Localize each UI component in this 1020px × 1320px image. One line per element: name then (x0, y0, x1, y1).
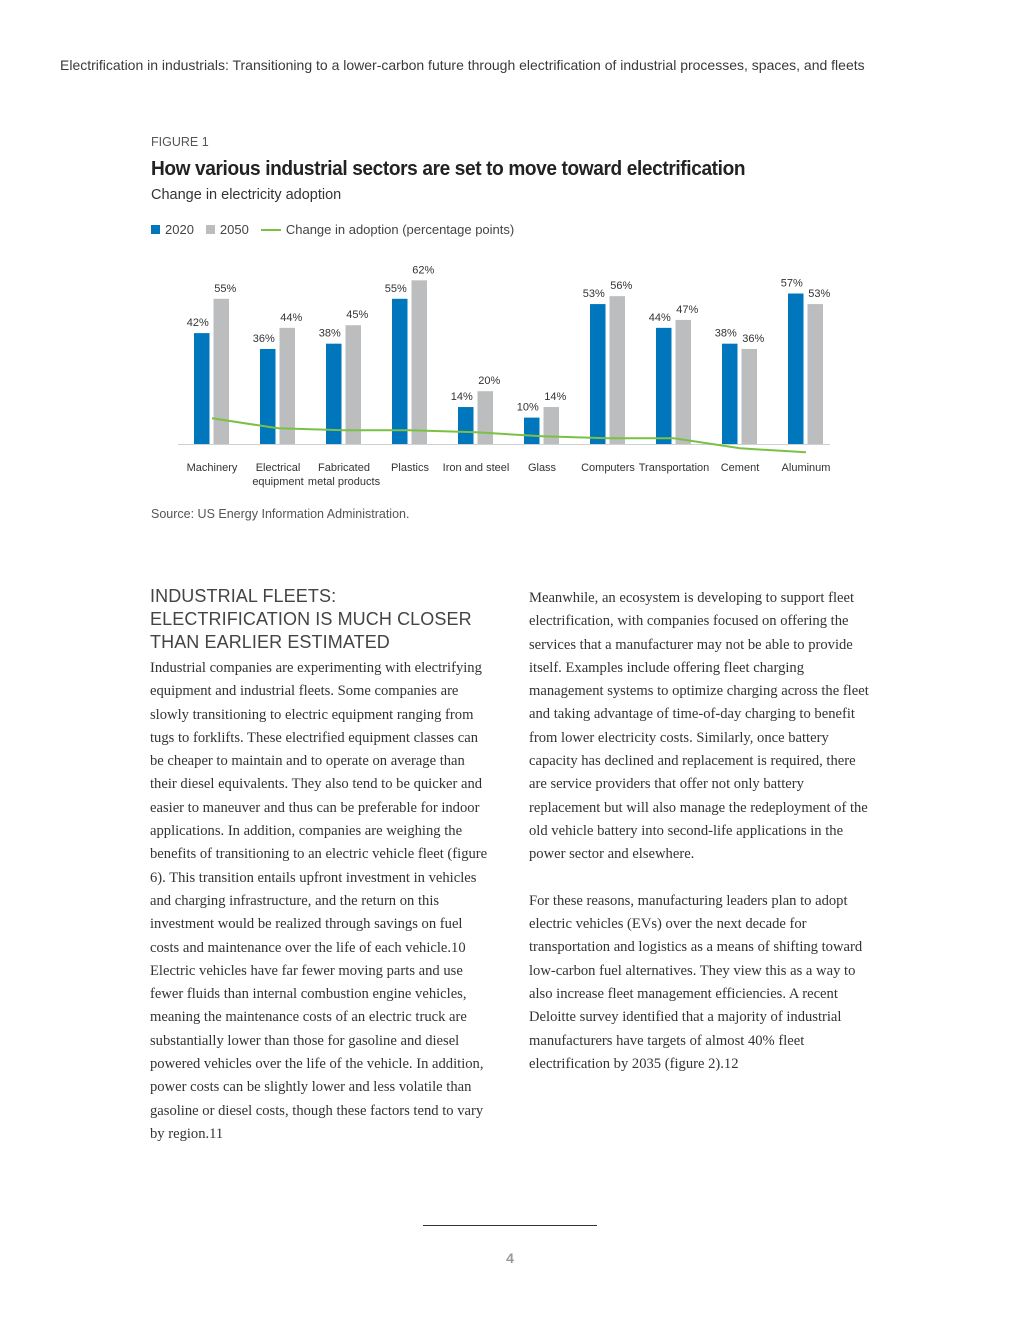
data-label-2020-0: 42% (186, 317, 209, 330)
category-label-line: Plastics (391, 462, 429, 474)
data-label-2020-6: 53% (582, 288, 605, 301)
data-label-2050-1: 44% (280, 311, 303, 324)
data-label-2050-9: 53% (808, 288, 831, 301)
body-paragraph-left: Industrial companies are experimenting with electrifying equipment and industrial fleets. Some companies are slowly transitioning to electric equipment ranging from tugs to forklifts. These electrified equipment classes can be cheaper to maintain and to operate on average than their diesel equivalents. They also tend to be quicker and easier to maneuver and thus can be preferable for indoor applications. In addition, companies are weighing the benefits of transitioning to an electric vehicle fleet (figure 6). This transition entails upfront investment in vehicles and charging infrastructure, and the return on this investment would be realized through savings on fuel costs and maintenance over the life of each vehicle.10 Electric vehicles have far fewer moving parts and use fewer fluids than internal combustion engine vehicles, meaning the maintenance costs of an electric truck are substantially lower than those for gasoline and diesel powered vehicles over the life of the vehicle. In addition, power costs can be slightly lower and less volatile than gasoline or diesel costs, though these factors tend to vary by region.11 (150, 660, 488, 1142)
category-label-3 (391, 462, 429, 474)
category-label-8 (721, 462, 760, 474)
bar-2020-3 (392, 299, 408, 444)
category-label-line: Aluminum (781, 462, 831, 474)
bar-2050-2 (346, 325, 362, 444)
data-label-2050-0: 55% (214, 282, 237, 295)
category-label-6 (581, 462, 635, 474)
figure-title: How various industrial sectors are set to move toward electrification (151, 157, 746, 180)
bar-2050-6 (610, 296, 626, 444)
legend-swatch-2020 (151, 225, 160, 234)
data-label-2050-4: 20% (478, 375, 501, 388)
category-label-line: equipment (252, 476, 304, 488)
footer-rule (423, 1225, 597, 1226)
bar-2050-3 (412, 280, 428, 444)
category-label-line: Transportation (638, 462, 710, 474)
category-label-1 (252, 462, 303, 488)
category-label-line: Computers (581, 462, 635, 474)
legend-item-2050 (206, 222, 249, 237)
bar-2020-7 (656, 328, 672, 444)
data-label-2050-7: 47% (676, 303, 699, 316)
category-label-5 (528, 462, 557, 474)
legend-item-change (261, 222, 514, 237)
bar-2020-1 (260, 349, 276, 444)
category-label-line: Iron and steel (442, 462, 510, 474)
legend-line-change (261, 229, 281, 231)
category-label-4 (443, 462, 510, 474)
bar-2050-0 (214, 299, 230, 444)
category-label-0 (187, 462, 238, 474)
data-label-2020-9: 57% (780, 277, 803, 290)
bar-2020-4 (458, 407, 474, 444)
data-label-2020-1: 36% (252, 332, 275, 345)
figure-subtitle: Change in electricity adoption (151, 187, 342, 203)
bar-2050-5 (544, 407, 560, 444)
bar-2020-5 (524, 418, 540, 444)
data-label-2050-5: 14% (544, 391, 567, 404)
section-heading: INDUSTRIAL FLEETS: ELECTRIFICATION IS MUCH CLOSER THAN EARLIER ESTIMATED (150, 586, 472, 652)
change-line (212, 418, 806, 452)
data-label-2020-2: 38% (318, 327, 341, 340)
bar-2050-4 (478, 391, 494, 444)
legend-label-change: Change in adoption (percentage points) (285, 222, 515, 237)
data-label-2050-2: 45% (346, 309, 369, 322)
data-label-2050-3: 62% (412, 264, 435, 277)
bar-2050-7 (676, 320, 692, 444)
right-column (529, 587, 874, 1076)
body-paragraph-right-1: Meanwhile, an ecosystem is developing to support fleet electrification, with companies focused on offering the services that a manufacturer may not be able to provide itself. Examples include offering fleet charging management systems to optimize charging across the fleet and taking advantage of time-of-day charging to benefit from lower electricity costs. Similarly, once battery capacity has declined and replacement is required, there are service providers that offer not only battery replacement but will also manage the redeployment of the old vehicle battery into second-life applications in the power sector and elsewhere. (529, 590, 869, 863)
electrification-chart (150, 250, 850, 495)
page-number: 4 (506, 1250, 514, 1266)
bar-2020-6 (590, 304, 606, 444)
running-head: Electrification in industrials: Transitioning to a lower-carbon future through electrification of industrial processes, spaces, and fleets (60, 57, 865, 73)
data-label-2020-3: 55% (384, 282, 407, 295)
category-label-line: Machinery (186, 462, 238, 474)
data-label-2020-7: 44% (648, 311, 671, 324)
category-label-line: metal products (307, 476, 381, 488)
category-label-7 (639, 462, 710, 474)
legend-swatch-2050 (206, 225, 215, 234)
bar-2050-8 (742, 349, 758, 444)
legend-item-2020 (151, 222, 194, 237)
category-label-2 (308, 462, 381, 488)
body-paragraph-right-2: For these reasons, manufacturing leaders plan to adopt electric vehicles (EVs) over the next decade for transportation and logistics as a means of shifting toward low-carbon fuel alternatives. They view this as a way to also increase fleet management efficiencies. A recent Deloitte survey identified that a majority of industrial manufacturers have targets of almost 40% fleet electrification by 2035 (figure 2).12 (529, 892, 863, 1072)
data-label-2020-5: 10% (516, 401, 539, 414)
bar-2050-9 (808, 304, 824, 444)
category-label-line: Electrical (255, 462, 301, 474)
left-column (150, 585, 495, 1146)
data-label-2020-4: 14% (450, 391, 473, 404)
category-label-9 (782, 462, 831, 474)
legend-label-2020: 2020 (165, 222, 194, 237)
legend-label-2050: 2050 (219, 222, 249, 237)
figure-label: FIGURE 1 (151, 135, 209, 149)
category-label-line: Cement (720, 462, 760, 474)
bar-2020-9 (788, 294, 804, 444)
category-label-line: Fabricated (318, 462, 370, 474)
figure-source: Source: US Energy Information Administration. (151, 507, 410, 521)
bar-2020-0 (194, 333, 210, 444)
data-label-2020-8: 38% (714, 327, 737, 340)
chart-legend (151, 222, 526, 237)
category-label-line: Glass (527, 462, 557, 474)
bar-2050-1 (280, 328, 296, 444)
data-label-2050-6: 56% (610, 280, 633, 293)
bar-2020-8 (722, 344, 738, 444)
data-label-2050-8: 36% (742, 332, 765, 345)
